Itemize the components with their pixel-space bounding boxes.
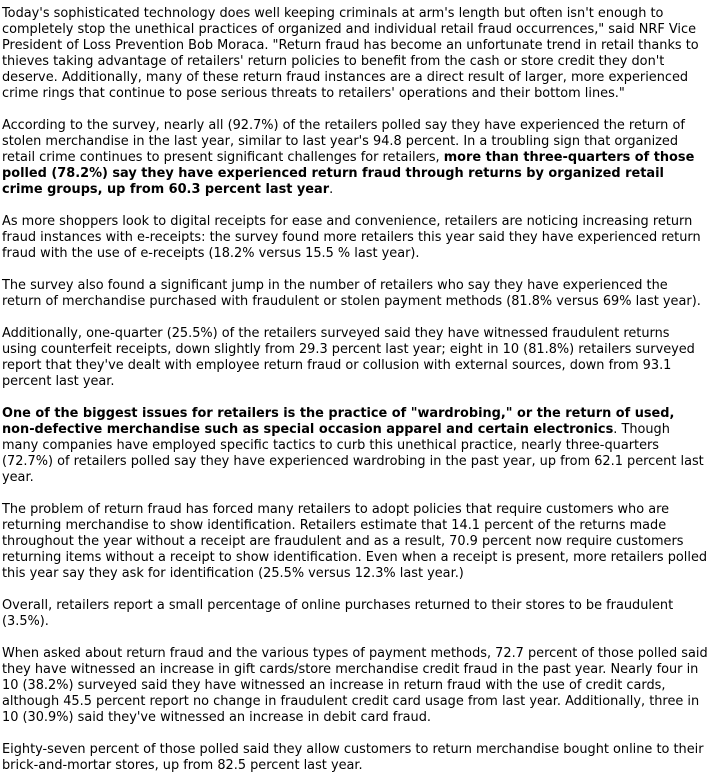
paragraph-text: When asked about return fraud and the various types of payment methods, 72.7 percent of those polled said they have witnessed an increase in gift cards/store merchandise credit fraud in the past year. Nearly four in 10 (38.2%) surveyed said they have witnessed an increase in return fraud with the use of credit cards, although 45.5 percent report no change in fraudulent credit card usage from last year. Additionally, three in 10 (30.9%) said they've witnessed an increase in debit card fraud. [2, 646, 708, 725]
paragraph-5 [2, 326, 708, 390]
paragraph-9 [2, 646, 708, 726]
paragraph-1 [2, 6, 708, 102]
paragraph-text: Today's sophisticated technology does well keeping criminals at arm's length but often isn't enough to completely stop the unethical practices of organized and individual retail fraud occurrences," said NRF Vice President of Loss Prevention Bob Moraca. "Return fraud has become an unfortunate trend in retail thanks to thieves taking advantage of retailers' return policies to benefit from the cash or store credit they don't deserve. Additionally, many of these return fraud instances are a direct result of larger, more experienced crime rings that continue to pose serious threats to retailers' operations and their bottom lines." [2, 6, 699, 101]
paragraph-emphasis: One of the biggest issues for retailers is the practice of "wardrobing," or the return of used, non-defective merchandise such as special occasion apparel and certain electronics [2, 406, 675, 437]
paragraph-text: Eighty-seven percent of those polled said they allow customers to return merchandise bought online to their brick-and-mortar stores, up from 82.5 percent last year. [2, 742, 704, 773]
paragraph-text: Overall, retailers report a small percentage of online purchases returned to their stores to be fraudulent (3.5%). [2, 598, 674, 629]
paragraph-text: As more shoppers look to digital receipts for ease and convenience, retailers are noticing increasing return fraud instances with e-receipts: the survey found more retailers this year said they have experienced return fraud with the use of e-receipts (18.2% versus 15.5 % last year). [2, 214, 701, 261]
paragraph-8 [2, 598, 708, 630]
paragraph-text: The survey also found a significant jump in the number of retailers who say they have experienced the return of merchandise purchased with fraudulent or stolen payment methods (81.8% versus 69% last year). [2, 278, 701, 309]
paragraph-text: According to the survey, nearly all (92.7%) of the retailers polled say they have experienced the return of stolen merchandise in the last year, similar to last year's 94.8 percent. In a troubling sign that organized retail crime continues to present significant challenges for retailers, [2, 118, 685, 165]
paragraph-text: . [329, 182, 334, 197]
paragraph-2 [2, 118, 708, 198]
paragraph-10 [2, 742, 708, 774]
paragraph-text: . Though many companies have employed specific tactics to curb this unethical practice, nearly three-quarters (72.7%) of retailers polled say they have experienced wardrobing in the past year, up from 62.1 percent last year. [2, 422, 704, 485]
paragraph-emphasis: more than three-quarters of those polled (78.2%) say they have experienced return fraud through returns by organized retail crime groups, up from 60.3 percent last year [2, 150, 695, 197]
paragraph-3 [2, 214, 708, 262]
paragraph-7 [2, 502, 708, 582]
paragraph-6 [2, 406, 708, 486]
paragraph-text: Additionally, one-quarter (25.5%) of the retailers surveyed said they have witnessed fraudulent returns using counterfeit receipts, down slightly from 29.3 percent last year; eight in 10 (81.8%) retailers surveyed report that they've dealt with employee return fraud or collusion with external sources, down from 93.1 percent last year. [2, 326, 695, 389]
paragraph-text: The problem of return fraud has forced many retailers to adopt policies that require customers who are returning merchandise to show identification. Retailers estimate that 14.1 percent of the returns made throughout the year without a receipt are fraudulent and as a result, 70.9 percent now require customers returning items without a receipt to show identification. Even when a receipt is present, more retailers polled this year say they ask for identification (25.5% versus 12.3% last year.) [2, 502, 708, 581]
paragraph-4 [2, 278, 708, 310]
